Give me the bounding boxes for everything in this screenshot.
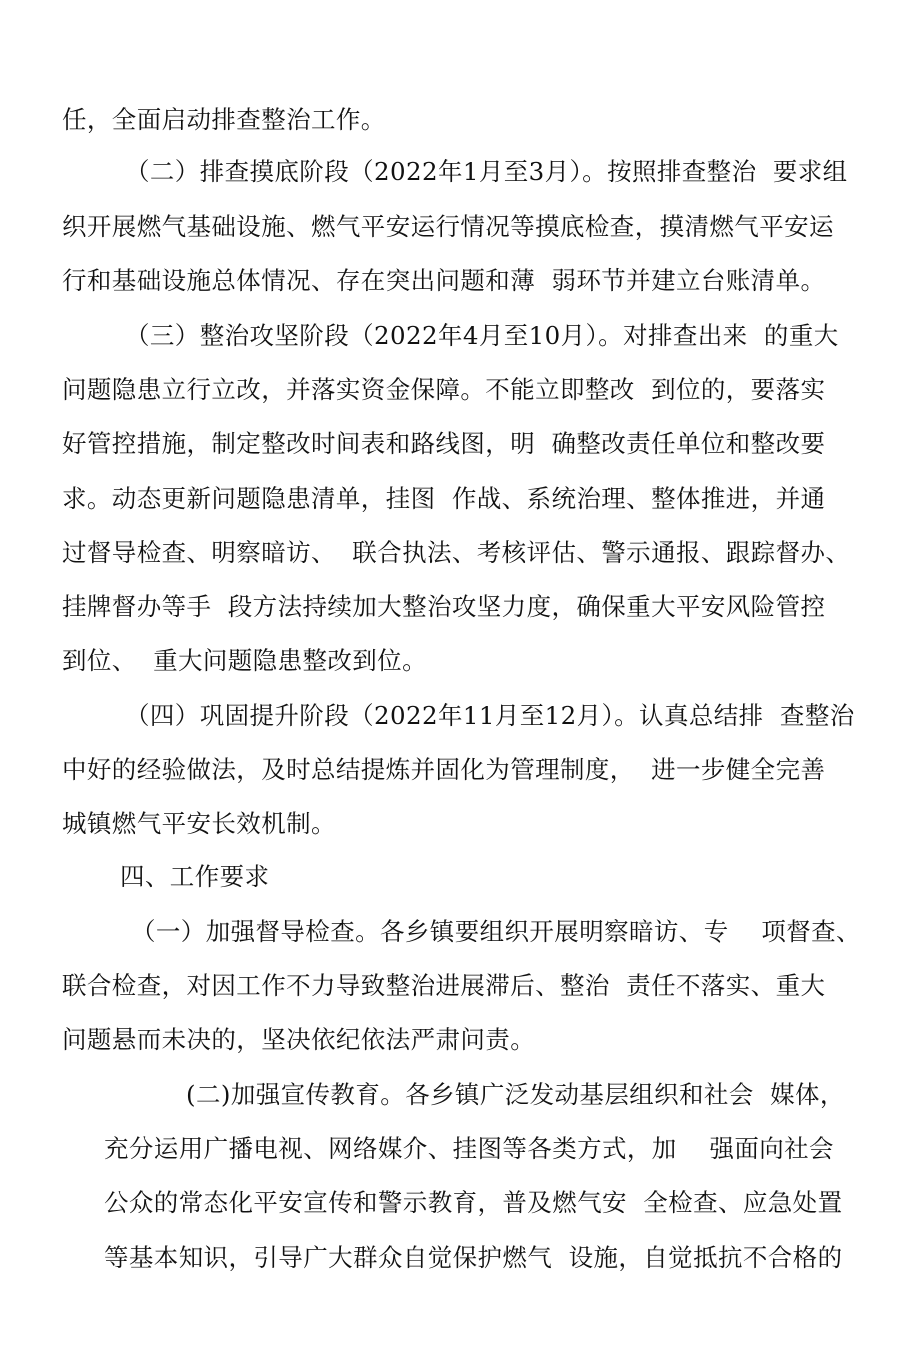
text-line: （四）巩固提升阶段（2022年11月至12月）。认真总结排 查整治 — [125, 701, 855, 730]
text-line: （二）排查摸底阶段（2022年1月至3月）。按照排查整治 要求组 — [125, 157, 848, 186]
text-line: 问题隐患立行立改，并落实资金保障。不能立即整改 到位的，要落实 — [62, 375, 826, 404]
text-line: (二)加强宣传教育。各乡镇广泛发动基层组织和社会 媒体， — [186, 1080, 845, 1109]
text-line: 联合检查，对因工作不力导致整治进展滞后、整治 责任不落实、重大 — [62, 971, 826, 1000]
section-heading: 四、工作要求 — [120, 862, 270, 891]
text-line: 充分运用广播电视、网络媒介、挂图等各类方式，加 强面向社会 — [104, 1134, 834, 1163]
text-line: 中好的经验做法，及时总结提炼并固化为管理制度， 进一步健全完善 — [62, 755, 826, 784]
text-line: 织开展燃气基础设施、燃气平安运行情况等摸底检查，摸清燃气平安运 — [62, 212, 834, 241]
text-line: 挂牌督办等手 段方法持续加大整治攻坚力度，确保重大平安风险管控 — [62, 592, 826, 621]
text-line: 公众的常态化平安宣传和警示教育，普及燃气安 全检查、应急处置 — [104, 1188, 843, 1217]
text-line: 问题悬而未决的，坚决依纪依法严肃问责。 — [62, 1025, 536, 1054]
text-line: 好管控措施，制定整改时间表和路线图，明 确整改责任单位和整改要 — [62, 429, 826, 458]
text-line: 等基本知识，引导广大群众自觉保护燃气 设施，自觉抵抗不合格的 — [104, 1243, 843, 1272]
text-line: 行和基础设施总体情况、存在突出问题和薄 弱环节并建立台账清单。 — [62, 266, 826, 295]
text-line: 过督导检查、明察暗访、 联合执法、考核评估、警示通报、跟踪督办、 — [62, 538, 851, 567]
text-line: （一）加强督导检查。各乡镇要组织开展明察暗访、专 项督查、 — [131, 917, 861, 946]
text-line: 城镇燃气平安长效机制。 — [62, 809, 336, 838]
text-line: 任，全面启动排查整治工作。 — [62, 105, 386, 134]
text-line: 到位、 重大问题隐患整改到位。 — [62, 646, 427, 675]
text-line: 求。动态更新问题隐患清单，挂图 作战、系统治理、整体推进，并通 — [62, 484, 826, 513]
text-line: （三）整治攻坚阶段（2022年4月至10月）。对排查出来 的重大 — [125, 321, 839, 350]
